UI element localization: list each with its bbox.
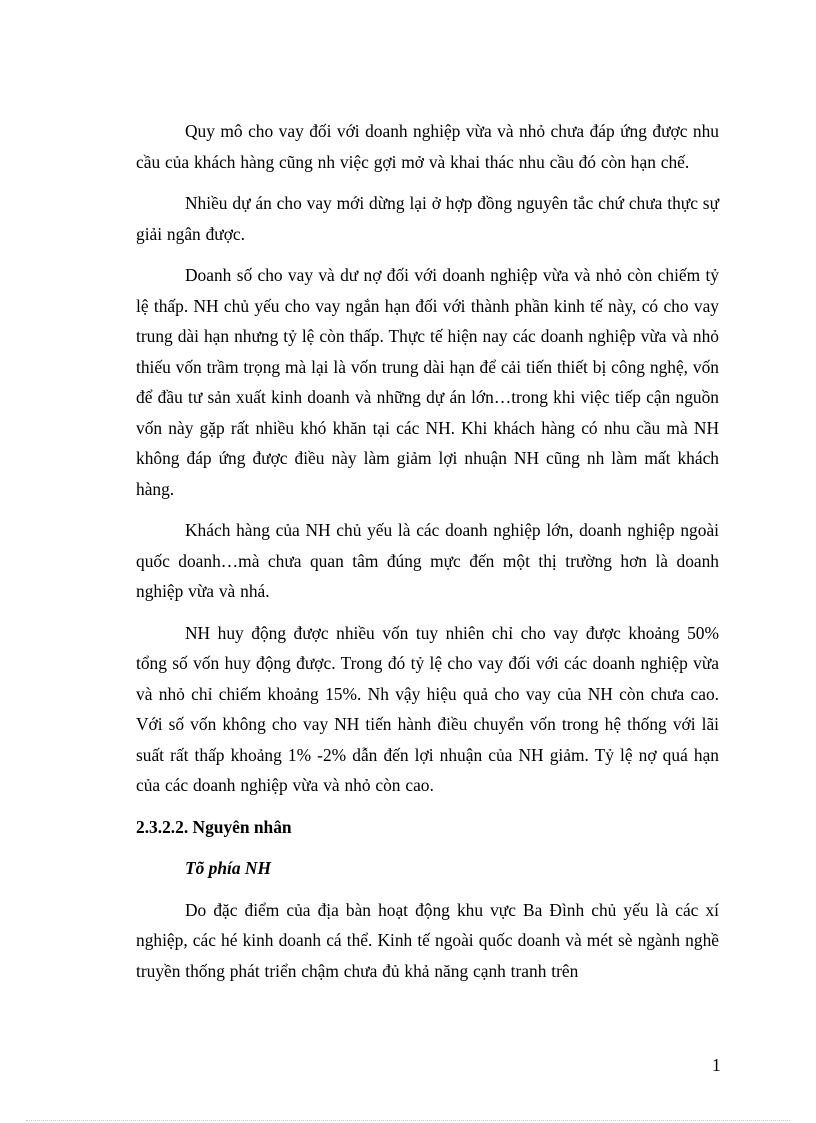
section-heading: 2.3.2.2. Nguyên nhân <box>136 816 292 837</box>
subsection-heading: Tõ phía NH <box>185 858 271 878</box>
page-bottom-divider <box>26 1120 790 1121</box>
paragraph-capital-mobilization: NH huy động được nhiều vốn tuy nhiên chỉ cho vay được khoảng 50% tổng số vốn huy động được. Trong đó tỷ lệ cho vay đối với các doanh nghiệp vừa và nhỏ chỉ chiếm khoảng 15%. Nh vậy hiệu quả cho vay của NH còn chưa cao. Với số vốn không cho vay NH tiến hành điều chuyển vốn trong hệ thống với lãi suất rất thấp khoảng 1% -2% dẫn đến lợi nhuận của NH giảm. Tỷ lệ nợ quá hạn của các doanh nghiệp vừa và nhỏ còn cao. <box>136 622 719 795</box>
page-body <box>136 116 719 997</box>
paragraph-loan-projects: Nhiều dự án cho vay mới dừng lại ở hợp đồng nguyên tắc chứ chưa thực sự giải ngân được. <box>136 193 719 244</box>
paragraph-bank-customers: Khách hàng của NH chủ yếu là các doanh nghiệp lớn, doanh nghiệp ngoài quốc doanh…mà chưa quan tâm đúng mực đến một thị trường hơn là doanh nghiệp vừa và nhá. <box>136 520 719 601</box>
page-number: 1 <box>712 1055 721 1075</box>
paragraph-local-characteristics: Do đặc điểm của địa bàn hoạt động khu vực Ba Đình chủ yếu là các xí nghiệp, các hé kinh doanh cá thể. Kinh tế ngoài quốc doanh và mét sè ngành nghề truyền thống phát triển chậm chưa đủ khả năng cạnh tranh trên <box>136 899 719 981</box>
paragraph-loan-turnover: Doanh số cho vay và dư nợ đối với doanh nghiệp vừa và nhỏ còn chiếm tỷ lệ thấp. NH chủ yếu cho vay ngắn hạn đối với thành phần kinh tế này, có cho vay trung dài hạn nhưng tỷ lệ còn thấp. Thực tế hiện nay các doanh nghiệp vừa và nhỏ thiếu vốn trầm trọng mà lại là vốn trung dài hạn để cải tiến thiết bị công nghệ, vốn để đầu tư sản xuất kinh doanh và những dự án lớn…trong khi việc tiếp cận nguồn vốn này gặp rất nhiều khó khăn tại các NH. Khi khách hàng có nhu cầu mà NH không đáp ứng được điều này làm giảm lợi nhuận NH cũng nh làm mất khách hàng. <box>136 265 719 499</box>
paragraph-loan-scale: Quy mô cho vay đối với doanh nghiệp vừa và nhỏ chưa đáp ứng được nhu cầu của khách hàng cũng nh việc gợi mở và khai thác nhu cầu đó còn hạn chế. <box>136 121 719 172</box>
